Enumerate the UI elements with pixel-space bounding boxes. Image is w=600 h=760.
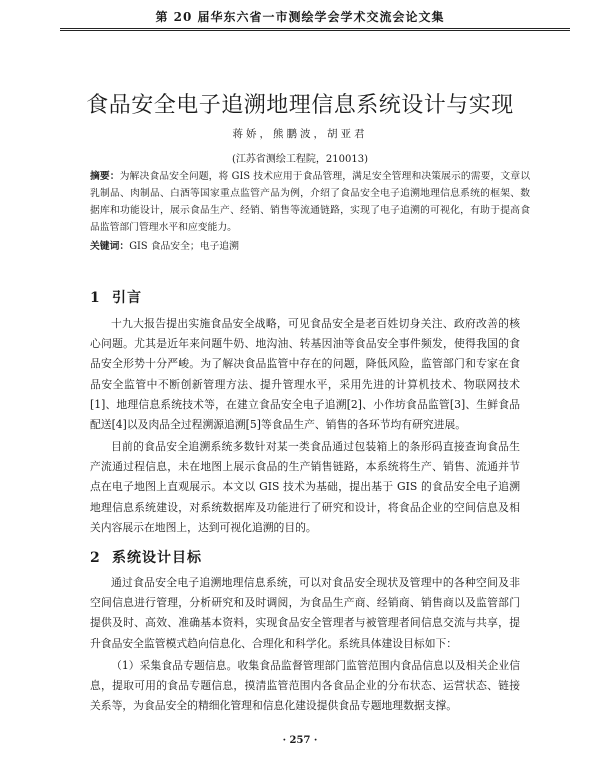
section-title: 引言	[112, 290, 142, 306]
section-title: 系统设计目标	[112, 550, 202, 566]
keywords-label: 关键词：	[90, 241, 130, 252]
abstract	[90, 168, 530, 236]
authors: 蒋娇，熊鹏波，胡亚君	[232, 128, 368, 140]
header-rule-secondary	[60, 30, 570, 31]
section-number: 2	[90, 550, 101, 566]
header-rule	[60, 28, 570, 29]
paper-title: 食品安全电子追溯地理信息系统设计与实现	[86, 93, 514, 118]
section-number: 1	[90, 290, 101, 306]
section-2-paragraph-1: 通过食品安全电子追溯地理信息系统，可以对食品安全现状及管理中的各种空间及非空间信息进行管理，分析研究和及时调阅，为食品生产商、经销商、销售商以及监管部门提供及时、高效、准确基本资料，实现食品安全管理者与被管理者间信息交流与共享，提升食品安全监管模式趋向信息化、合理化和科学化。系统具体建设目标如下：	[90, 576, 520, 650]
page-number: · 257 ·	[282, 735, 318, 746]
section-1-paragraph-1: 十九大报告提出实施食品安全战略，可见食品安全是老百姓切身关注、政府改善的核心问题。尤其是近年来问题牛奶、地沟油、转基因油等食品安全事件频发，使得我国的食品安全形势十分严峻。为了解决食品监管中存在的问题，降低风险，监管部门和专家在食品安全监管中不断创新管理方法、提升管理水平，采用先进的计算机技术、物联网技术[1]、地理信息系统技术等，在建立食品安全电子追溯[2]、小作坊食品监管[3]、生鲜食品配送[4]以及肉品全过程溯源追溯[5]等食品生产、销售的各环节均有研究进展。	[90, 317, 520, 432]
affiliation: (江苏省测绘工程院，210013)	[232, 154, 368, 165]
section-2-paragraph-2: （1）采集食品专题信息。收集食品监督管理部门监管范围内食品信息以及相关企业信息，提取可用的食品专题信息，摸清监管范围内各食品企业的分布状态、运营状态、链接关系等，为食品安全的精细化管理和信息化建设提供食品专题地理数据支撑。	[90, 659, 520, 713]
section-heading-1	[90, 287, 142, 307]
abstract-text: 为解决食品安全问题，将 GIS 技术应用于食品管理，满足安全管理和决策展示的需要，文章以乳制品、肉制品、白酒等国家重点监管产品为例，介绍了食品安全电子追溯地理信息系统的框架、数据库和功能设计，展示食品生产、经销、销售等流通链路，实现了电子追溯的可视化，有助于提高食品监管部门管理水平和应变能力。	[90, 171, 531, 233]
keywords	[90, 238, 530, 255]
section-heading-2	[90, 547, 202, 567]
keywords-text: GIS 食品安全；电子追溯	[129, 241, 239, 252]
running-head: 第 20 届华东六省一市测绘学会学术交流会论文集	[155, 10, 445, 24]
section-1-paragraph-2: 目前的食品安全追溯系统多数针对某一类食品通过包装箱上的条形码直接查询食品生产流通过程信息，未在地图上展示食品的生产销售链路，本系统将生产、销售、流通并节点在电子地图上直观展示。本文以 GIS 技术为基础，提出基于 GIS 的食品安全电子追溯地理信息系统建设，对系统数据库及功能进行了研究和设计，将食品企业的空间信息及相关内容展示在地图上，达到可视化追溯的目的。	[90, 440, 520, 534]
abstract-label: 摘要：	[90, 171, 120, 182]
